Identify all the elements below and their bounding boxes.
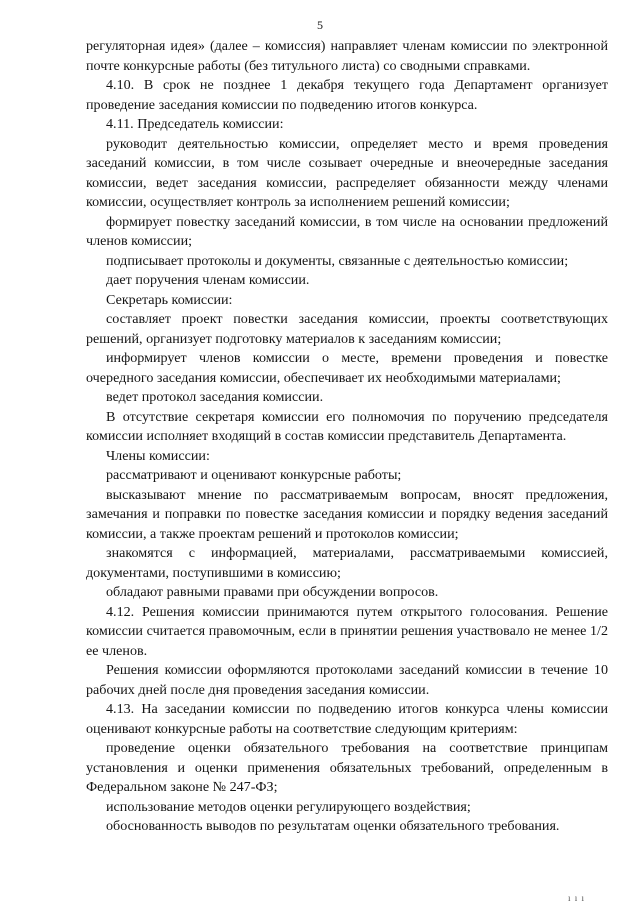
secretary-duty-minutes: ведет протокол заседания комиссии. [106, 389, 324, 405]
criterion-compliance: проведение оценки обязательного требования на соответствие принципам установления и оценки применения обязательных требований, определенным в Федеральном законе № 247-ФЗ; [86, 740, 608, 795]
secretary-absence-clause: В отсутствие секретаря комиссии его полномочия по поручению председателя комиссии исполняет входящий в состав комиссии представитель Департамента. [86, 408, 608, 444]
chairman-duty-agenda: формирует повестку заседаний комиссии, в том числе на основании предложений членов комиссии; [86, 213, 608, 249]
heading-members: Члены комиссии: [106, 447, 210, 464]
criterion-methods: использование методов оценки регулирующего воздействия; [106, 798, 471, 815]
paragraph-4-13: 4.13. На заседании комиссии по подведению итогов конкурса члены комиссии оценивают конкурсные работы на соответствие следующим критериям: [86, 701, 608, 737]
members-duty-rights: обладают равными правами при обсуждении вопросов. [106, 584, 439, 600]
paragraph-decisions: Решения комиссии оформляются протоколами заседаний комиссии в течение 10 рабочих дней после дня проведения заседания комиссии. [86, 662, 608, 698]
heading-chairman: 4.11. Председатель комиссии: [106, 116, 284, 132]
members-duty-evaluate: рассматривают и оценивают конкурсные работы; [106, 467, 402, 483]
paragraph-4-12: 4.12. Решения комиссии принимаются путем открытого голосования. Решение комиссии считается правомочным, если в принятии решения участвовало не менее 1/2 ее членов. [86, 603, 608, 659]
document-body [86, 37, 608, 837]
heading-secretary: Секретарь комиссии: [106, 291, 233, 308]
page-number: 5 [317, 18, 323, 32]
criterion-conclusions: обоснованность выводов по результатам оценки обязательного требования. [106, 818, 560, 834]
members-duty-opinion: высказывают мнение по рассматриваемым вопросам, вносят предложения, замечания и поправки по повестке заседания комиссии и порядку ведения заседаний комиссии, а также проектам решений и протоколов комиссии; [86, 486, 608, 542]
chairman-duty-sign: подписывает протоколы и документы, связанные с деятельностью комиссии; [106, 252, 569, 269]
secretary-duty-draft: составляет проект повестки заседания комиссии, проекты соответствующих решений, организует подготовку материалов к заседаниям комиссии; [86, 311, 608, 347]
members-duty-review: знакомятся с информацией, материалами, рассматриваемыми комиссией, документами, поступившими в комиссию; [86, 545, 608, 581]
chairman-duty-instruct: дает поручения членам комиссии. [106, 272, 310, 288]
secretary-duty-inform: информирует членов комиссии о месте, времени проведения и повестке очередного заседания комиссии, обеспечивает их необходимыми материалами; [86, 350, 608, 386]
paragraph-continuation: регуляторная идея» (далее – комиссия) направляет членам комиссии по электронной почте конкурсные работы (без титульного листа) со сводными справками. [86, 38, 608, 74]
chairman-duty-manage: руководит деятельностью комиссии, определяет место и время проведения заседаний комиссии, в том числе созывает очередные и внеочередные заседания комиссии, ведет заседания комиссии, распределяет обязанности между членами комиссии, осуществляет контроль за исполнением решений комиссии; [86, 135, 608, 210]
paragraph-4-10: 4.10. В срок не позднее 1 декабря текущего года Департамент организует проведение заседания комиссии по подведению итогов конкурса. [86, 77, 608, 113]
footer-mark: ı ı ı [568, 893, 586, 903]
